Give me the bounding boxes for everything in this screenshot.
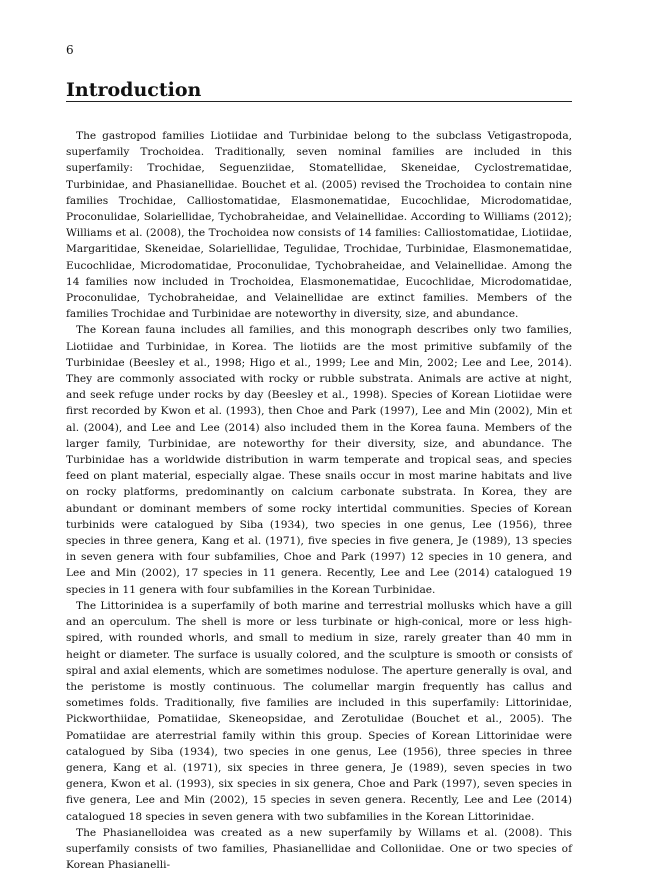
document-page — [66, 0, 572, 872]
page-number: 6 — [66, 43, 74, 57]
section-heading: Introduction — [66, 79, 202, 101]
paragraph-korean-fauna: The Korean fauna includes all families, and this monograph describes only two families, Liotiidae and Turbinidae, in Korea. The liotiids are the most primitive subfamily of the Turbinidae (Beesley et al., 1998; Higo et al., 1999; Lee and Min, 2002; Lee and Lee, 2014). They are commonly associated with rocky or rubble substrata. Animals are active at night, and seek refuge under rocks by day (Beesley et al., 1998). Species of Korean Liotiidae were first recorded by Kwon et al. (1993), then Choe and Park (1997), Lee and Min (2002), Min et al. (2004), and Lee and Lee (2014) also included them in the Korea fauna. Members of the larger family, Turbinidae, are noteworthy for their diversity, size, and abundance. The Turbinidae has a worldwide distribution in warm temperate and tropical seas, and species feed on plant material, especially algae. These snails occur in most marine habitats and live on rocky platforms, predominantly on calcium carbonate substrata. In Korea, they are abundant or dominant members of some rocky intertidal communities. Species of Korean turbinids were catalogued by Siba (1934), two species in one genus, Lee (1956), three species in three genera, Kang et al. (1971), five species in five genera, Je (1989), 13 species in seven genera with four subfamilies, Choe and Park (1997) 12 species in 10 genera, and Lee and Min (2002), 17 species in 11 genera. Recently, Lee and Lee (2014) catalogued 19 species in 11 genera with four subfamilies in the Korean Turbinidae. — [66, 324, 572, 596]
paragraph-phasianelloidea: The Phasianelloidea was created as a new superfamily by Willams et al. (2008). This superfamily consists of two families, Phasianellidae and Colloniidae. One or two species of Korean Phasianelli- — [66, 826, 572, 872]
heading-rule — [66, 101, 572, 102]
paragraph-trochoidea: The gastropod families Liotiidae and Turbinidae belong to the subclass Vetigastropoda, superfamily Trochoidea. Traditionally, seven nominal families are included in this superfamily: Trochidae, Seguenziidae, Stomatellidae, Skeneidae, Cyclostrematidae, Turbinidae, and Phasianellidae. Bouchet et al. (2005) revised the Trochoidea to contain nine families Trochidae, Calliostomatidae, Elasmonematidae, Eucochlidae, Microdomatidae, Proconulidae, Solariellidae, Tychobraheidae, and Velainellidae. According to Williams (2012); Williams et al. (2008), the Trochoidea now consists of 14 families: Calliostomatidae, Liotiidae, Margaritidae, Skeneidae, Solariellidae, Tegulidae, Trochidae, Turbinidae, Elasmonematidae, Eucochlidae, Microdomatidae, Proconulidae, Tychobraheidae, and Velainellidae. Among the 14 families now included in Trochoidea, Elasmonematidae, Eucochlidae, Microdomatidae, Proconulidae, Tychobraheidae, and Velainellidae are extinct families. Members of the families Trochidae and Turbinidae are noteworthy in diversity, size, and abundance. — [66, 130, 572, 321]
body-text — [66, 128, 572, 873]
paragraph-littorinidea: The Littorinidea is a superfamily of both marine and terrestrial mollusks which have a gill and an operculum. The shell is more or less turbinate or high-conical, more or less high-spired, with rounded whorls, and small to medium in size, rarely greater than 40 mm in height or diameter. The surface is usually colored, and the sculpture is smooth or consists of spiral and axial elements, which are sometimes nodulose. The aperture generally is oval, and the peristome is mostly continuous. The columellar margin frequently has callus and sometimes folds. Traditionally, five families are included in this superfamily: Littorinidae, Pickworthiidae, Pomatiidae, Skeneopsidae, and Zerotulidae (Bouchet et al., 2005). The Pomatiidae are aterrestrial family within this group. Species of Korean Littorinidae were catalogued by Siba (1934), two species in one genus, Lee (1956), three species in three genera, Kang et al. (1971), six species in three genera, Je (1989), seven species in two genera, Kwon et al. (1993), six species in six genera, Choe and Park (1997), seven species in five genera, Lee and Min (2002), 15 species in seven genera. Recently, Lee and Lee (2014) catalogued 18 species in seven genera with two subfamilies in the Korean Littorinidae. — [66, 599, 572, 823]
